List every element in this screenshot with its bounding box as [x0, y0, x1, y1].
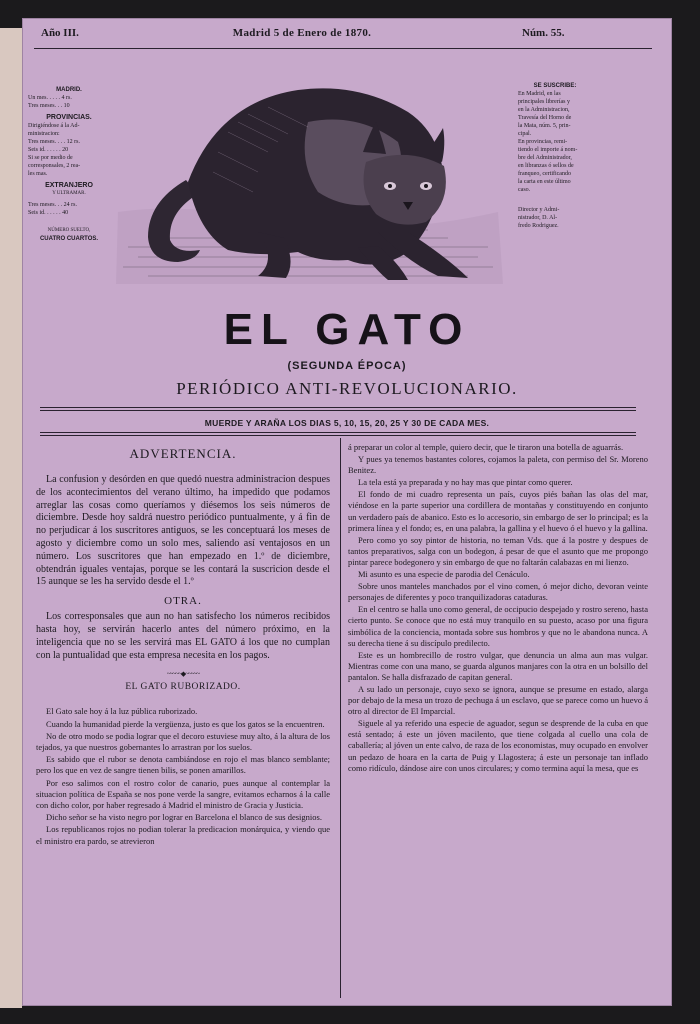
subscribe-line: en libranzas ó sellos de	[518, 163, 574, 169]
masthead-title: EL GATO	[223, 305, 471, 354]
left-column	[36, 444, 330, 996]
newspaper-page	[22, 18, 672, 1006]
article-paragraph: El fondo de mi cuadro representa un país, cuyos piés bañan las olas del mar, viéndose en la parte superior una cordillera de montañas y constituyendo en conjunto un verdadero país de abanico. Esto es lo accesorio, sin embargo de ser lo principal; es la primera línea y el fondo; es, en una palabra, la gallina y el huevo ó el huevo y la gallina.	[348, 489, 648, 533]
subscribe-line: franqueo, certificando	[518, 171, 571, 177]
madrid-price-line: Un mes. . . . . 4 rs.	[28, 95, 72, 101]
ornament-divider: ~~~~~◆~~~~~	[166, 670, 200, 679]
article-paragraph: Y pues ya tenemos bastantes colores, cojamos la paleta, con permiso del Sr. Moreno Benitez.	[348, 454, 648, 476]
article-paragraph: Dicho señor se ha visto negro por lograr en Barcelona el blanco de sus designios.	[46, 812, 322, 823]
article-paragraph: Siguele al ya referido una especie de aguador, segun se desprende de la cuba en que está sentado; á este un jóven macilento, que tiene colgada al cuello una cola de caballería; al jóven un ente calvo, de raza de los economistas, muy ocupado en envolver un pedazo de hoara en la carta de Puig y Llagostera; á este un personaje tan inflado como ridículo, dándose aire con unos circulares; y como termina aquí la mesa, que es	[348, 718, 648, 773]
article-paragraph: El Gato sale hoy á la luz pública ruborizado.	[46, 706, 198, 717]
article-body	[36, 706, 330, 846]
subscribe-line: en la Administracion,	[518, 107, 570, 113]
subscribe-line: la carta en este último	[518, 179, 571, 185]
year-label: Año III.	[41, 27, 79, 39]
masthead-tagline: PERIÓDICO ANTI-REVOLUCIONARIO.	[176, 379, 518, 398]
provincias-line: Si se por medio de	[28, 155, 73, 161]
extranjero-line: Seis id. . . . . . 40	[28, 210, 69, 216]
column-divider	[340, 438, 341, 998]
right-column	[348, 442, 648, 998]
masthead-rule-bottom	[40, 432, 636, 433]
masthead-subtitle: (SEGUNDA ÉPOCA)	[287, 360, 407, 372]
article-title: EL GATO RUBORIZADO.	[125, 682, 241, 693]
article-paragraph: Por eso salimos con el rostro color de canario, pues aunque al contemplar la situacion política de España se nos pone verde la sangre, evitamos echarnos á la calle con dicho color, por haber regresado á Madrid el ministro de Gracia y Justicia.	[36, 777, 330, 810]
director-line: nistrador, D. Al-	[518, 215, 558, 221]
provincias-line: corresponsales, 2 rea-	[28, 163, 81, 169]
single-issue-label: NÚMERO SUELTO,	[47, 228, 91, 233]
issue-number: Núm. 55.	[522, 27, 565, 39]
subscribe-line: tiendo el importe á nom-	[518, 147, 578, 153]
article-paragraph: Cuando la humanidad pierde la vergüenza, justo es que los gatos se la encuentren.	[46, 718, 325, 729]
madrid-price-line: Tres meses. . . 10	[28, 103, 70, 109]
article-paragraph: Los republicanos rojos no podian tolerar la predicacion monárquica, y viendo que el ministro era pardo, se atrevieron	[36, 824, 330, 846]
article-paragraph: La tela está ya preparada y no hay mas que pintar como querer.	[358, 477, 573, 488]
masthead-rule-top	[40, 407, 636, 408]
article-paragraph: No de otro modo se podia lograr que el decoro estuviese muy alto, á la altura de los tejados, ya que nuestros gobernantes lo arrastran por los suelos.	[36, 730, 330, 752]
director-line: Director y Admi-	[518, 207, 560, 213]
provincias-line: Seis id. . . . . . 20	[28, 147, 69, 153]
provincias-line: ministracion:	[28, 131, 60, 137]
subscription-prices-box	[28, 86, 110, 243]
subscribe-line: En Madrid, en las	[518, 91, 561, 97]
otra-body: Los corresponsales que aun no han satisfecho los números recibidos hasta hoy, se servirán hacerlo antes del número próximo, en la inteligencia que no se les servirá mas EL GATO á los que no cumplan con la puntualidad que esta empresa necesita en los pagos.	[36, 611, 330, 661]
article-paragraph: Mi asunto es una especie de parodia del Cenáculo.	[358, 569, 530, 580]
provincias-heading: PROVINCIAS.	[46, 114, 92, 121]
otra-title: OTRA.	[164, 595, 202, 608]
madrid-heading: MADRID.	[56, 87, 82, 93]
article-paragraph: Es sabido que el rubor se denota cambiándose en rojo el mas blanco semblante; pero los que en vez de sangre tienen bilis, se ponen amarillos.	[36, 754, 330, 776]
extranjero-subheading: Y ULTRAMAR.	[52, 191, 86, 196]
subscribe-line: principales librerías y	[518, 99, 570, 105]
masthead-rule-bottom-2	[40, 435, 636, 436]
director-line: fredo Rodriguez.	[518, 223, 559, 229]
provincias-line: les mas.	[28, 171, 48, 177]
cat-engraving	[108, 62, 508, 292]
article-paragraph: A su lado un personaje, cuyo sexo se ignora, aunque se presume en estado, alarga por debajo de la mesa un trozo de pechuga á un esclavo, que se parece como un huevo á otro al director de El Imparcial.	[348, 683, 648, 717]
article-paragraph: Este es un hombrecillo de rostro vulgar, que denuncia un alma aun mas vulgar. Mientras come con una mano, se guarda algunos manjares con la otra en un bolsillo del pantalon. Se halla disfrazado de capitan general.	[348, 649, 648, 682]
subscription-info-box	[518, 82, 592, 230]
provincias-line: Dirigiéndose á la Ad-	[28, 123, 80, 129]
single-issue-price: CUATRO CUARTOS.	[39, 236, 99, 242]
article-paragraph: Pero como yo soy pintor de historia, no teman Vds. que á la postre y despues de tantos preparativos, salga con un bodegon, á pesar de que el asunto que me propongo pintar parece bodegonero y sin embargo de que no faltarán calabazas en mi lienzo.	[348, 534, 648, 567]
subscribe-line: bre del Administrador,	[518, 155, 572, 161]
provincias-line: Tres meses. . . . 12 rs.	[28, 139, 80, 145]
advertencia-body: La confusion y desórden en que quedó nuestra administracion despues de los acontecimientos del verano último, ha impedido que podamos arreglar las cosas como queríamos y diésemos los seis números de diciembre. Desde hoy saldrá nuestro periódico puntualmente, y á fin de no perjudicar á los suscritores antiguos, se les conceptuará los meses de agosto y diciembre como un solo mes, saliendo así ventajosos en un número. Los suscritores que han empezado en 1.º de diciembre, obtendrán iguales ventajas, porque se les contará la suscricion desde el 15 aunque se les ha servido desde el 1.º	[36, 474, 330, 588]
subscribe-line: Travesía del Horno de	[518, 115, 572, 121]
advertencia-title: ADVERTENCIA.	[129, 446, 237, 461]
subscribe-line: caso.	[518, 187, 531, 193]
header-rule	[34, 48, 652, 49]
article-paragraph: Sobre unos manteles manchados por el vino comen, ó mejor dicho, devoran veinte personajes de diferentes y poco tranquilizadoras cataduras.	[348, 581, 648, 603]
article-paragraph: En el centro se halla uno como general, de occipucio despejado y rostro sereno, hasta cierto punto. Se conoce que no está muy tranquilo en su puesto, acaso por una figura simbólica de la conciencia, montada sobre sus hombros y que no le abandona nunca. A su derecha tiene á su discípulo predilecto.	[348, 604, 648, 648]
extranjero-line: Tres meses. . . 24 rs.	[28, 202, 77, 208]
subscribe-heading: SE SUSCRIBE:	[533, 83, 577, 89]
adjacent-page-edge	[0, 28, 22, 1008]
subscribe-line: cipal.	[518, 131, 532, 137]
subscribe-line: la Mata, núm. 5, prin-	[518, 123, 571, 129]
publication-schedule: MUERDE Y ARAÑA LOS DIAS 5, 10, 15, 20, 25 Y 30 DE CADA MES.	[204, 418, 490, 428]
subscribe-line: En provincias, remi-	[518, 139, 568, 145]
extranjero-heading: EXTRANJERO	[45, 182, 93, 189]
article-paragraph: á preparar un color al temple, quiero decir, que le tiraron una botella de aguarrás.	[348, 442, 624, 452]
masthead-rule-top-2	[40, 410, 636, 411]
dateline: Madrid 5 de Enero de 1870.	[232, 27, 372, 39]
